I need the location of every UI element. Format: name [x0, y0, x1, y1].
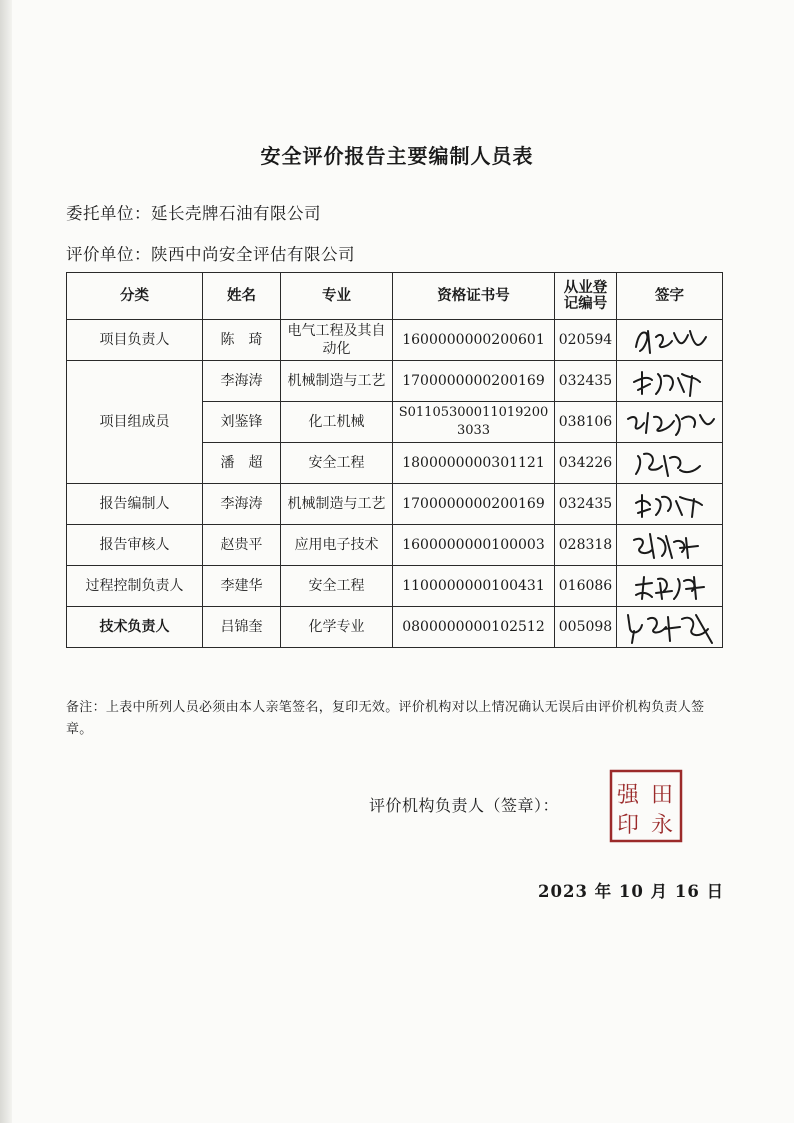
- name-cell: 赵贵平: [203, 525, 281, 566]
- cert-cell: 1100000000100431: [393, 566, 555, 607]
- reg-cell: 020594: [555, 320, 617, 361]
- category-cell: 项目负责人: [67, 320, 203, 361]
- reg-cell: 038106: [555, 402, 617, 443]
- name-cell: 吕锦奎: [203, 607, 281, 648]
- signature-cell: [617, 525, 723, 566]
- header-signature: 签字: [617, 273, 723, 320]
- major-cell: 安全工程: [281, 566, 393, 607]
- svg-text:田: 田: [650, 783, 674, 808]
- header-major: 专业: [281, 273, 393, 320]
- svg-text:强: 强: [616, 783, 640, 808]
- seal-stamp-icon: [608, 768, 684, 844]
- table-row: [67, 566, 723, 607]
- major-cell: 安全工程: [281, 443, 393, 484]
- handwritten-signature: [622, 609, 718, 645]
- handwritten-signature: [628, 446, 712, 480]
- handwritten-signature: [628, 487, 712, 521]
- svg-text:永: 永: [650, 813, 674, 838]
- category-cell: 过程控制负责人: [67, 566, 203, 607]
- cert-cell: 1600000000100003: [393, 525, 555, 566]
- reg-cell: 032435: [555, 484, 617, 525]
- handwritten-signature: [628, 569, 712, 603]
- major-cell: 机械制造与工艺: [281, 361, 393, 402]
- name-cell: 潘 超: [203, 443, 281, 484]
- name-cell: 李海涛: [203, 361, 281, 402]
- table-row: [67, 607, 723, 648]
- reg-cell: 032435: [555, 361, 617, 402]
- table-row: [67, 361, 723, 402]
- remark-note: 备注：上表中所列人员必须由本人亲笔签名，复印无效。评价机构对以上情况确认无误后由评价机构负责人签章。: [66, 700, 705, 737]
- document-date: 2023 年 10 月 16 日: [538, 882, 725, 901]
- cert-cell: 1600000000200601: [393, 320, 555, 361]
- document-title: 安全评价报告主要编制人员表: [260, 144, 534, 168]
- major-cell: 化工机械: [281, 402, 393, 443]
- category-cell: 技术负责人: [67, 607, 203, 648]
- name-cell: 李建华: [203, 566, 281, 607]
- major-cell: 化学专业: [281, 607, 393, 648]
- table-row: [67, 320, 723, 361]
- header-name: 姓名: [203, 273, 281, 320]
- reg-cell: 034226: [555, 443, 617, 484]
- client-unit: 委托单位：延长壳牌石油有限公司: [66, 204, 321, 223]
- major-cell: 电气工程及其自动化: [281, 320, 393, 361]
- major-cell: 机械制造与工艺: [281, 484, 393, 525]
- category-cell: 报告审核人: [67, 525, 203, 566]
- table-header-row: [67, 273, 723, 320]
- table-row: [67, 484, 723, 525]
- table-row: [67, 525, 723, 566]
- header-category: 分类: [67, 273, 203, 320]
- signature-cell: [617, 443, 723, 484]
- cert-cell: 1800000000301121: [393, 443, 555, 484]
- signature-cell: [617, 484, 723, 525]
- cert-cell: S011053000110192003033: [393, 402, 555, 443]
- reg-cell: 005098: [555, 607, 617, 648]
- evaluation-unit: 评价单位：陕西中尚安全评估有限公司: [66, 245, 355, 264]
- official-seal: [608, 768, 684, 844]
- signature-cell: [617, 607, 723, 648]
- svg-text:印: 印: [616, 813, 640, 838]
- handwritten-signature: [628, 364, 712, 398]
- major-cell: 应用电子技术: [281, 525, 393, 566]
- handwritten-signature: [624, 405, 716, 439]
- reg-cell: 016086: [555, 566, 617, 607]
- header-reg: 从业登记编号: [555, 273, 617, 320]
- category-cell: 报告编制人: [67, 484, 203, 525]
- category-cell: 项目组成员: [67, 361, 203, 484]
- signature-cell: [617, 361, 723, 402]
- name-cell: 刘鉴锋: [203, 402, 281, 443]
- cert-cell: 1700000000200169: [393, 484, 555, 525]
- name-cell: 李海涛: [203, 484, 281, 525]
- handwritten-signature: [628, 323, 712, 357]
- header-cert: 资格证书号: [393, 273, 555, 320]
- cert-cell: 0800000000102512: [393, 607, 555, 648]
- signature-cell: [617, 320, 723, 361]
- reg-cell: 028318: [555, 525, 617, 566]
- name-cell: 陈 琦: [203, 320, 281, 361]
- signature-cell: [617, 402, 723, 443]
- cert-cell: 1700000000200169: [393, 361, 555, 402]
- signature-cell: [617, 566, 723, 607]
- handwritten-signature: [628, 528, 712, 562]
- institution-responsible-label: 评价机构负责人（签章）：: [369, 796, 560, 815]
- staff-table: [66, 272, 723, 648]
